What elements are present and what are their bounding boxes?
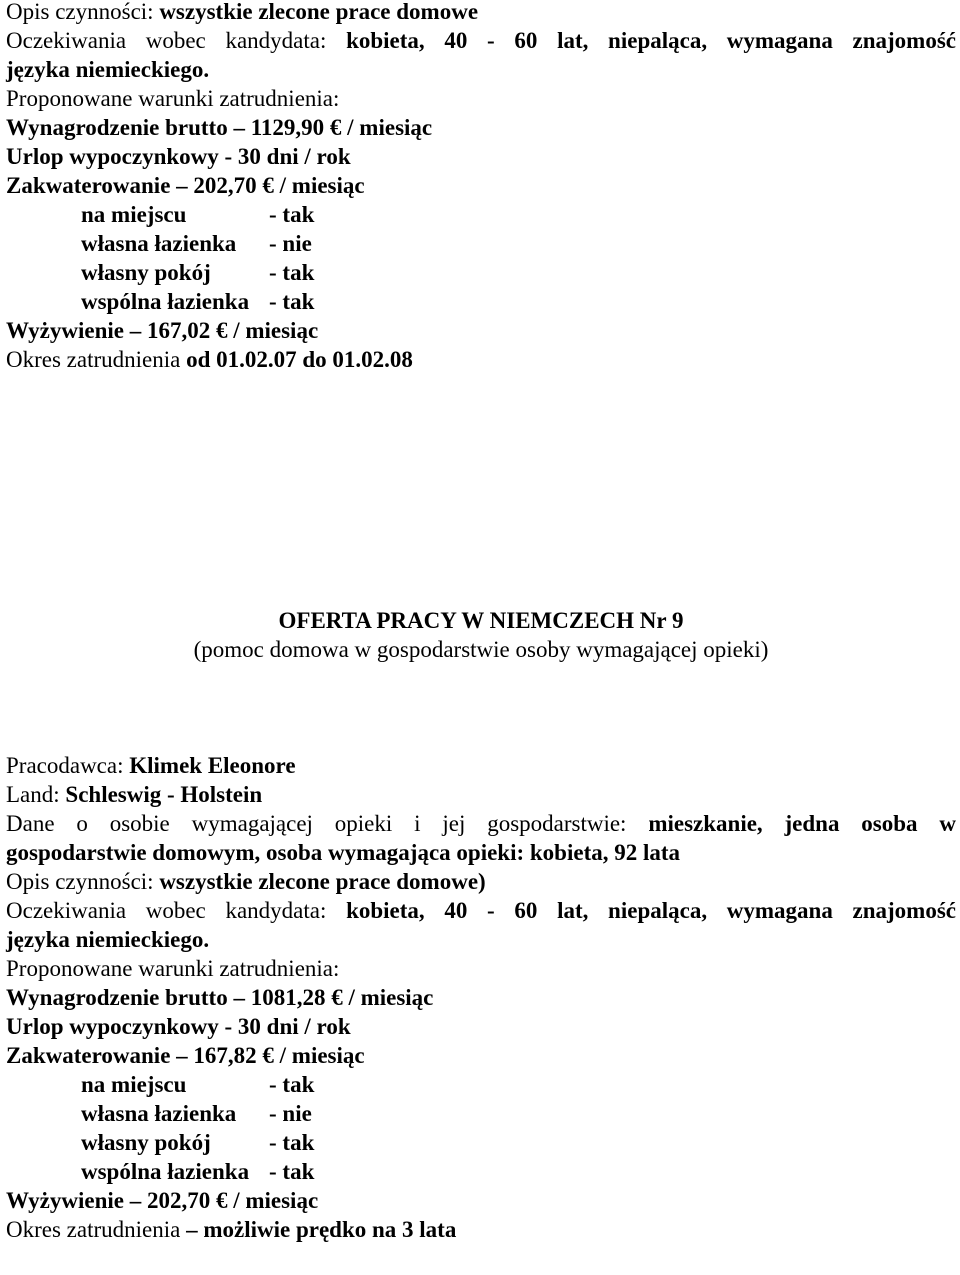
item-value: - tak xyxy=(269,202,315,227)
land-label: Land: xyxy=(6,782,60,807)
oczekiwania-value: kobieta, 40 - 60 lat, niepaląca, wymagana znajomość xyxy=(346,28,957,53)
okres-line xyxy=(6,1215,956,1244)
item-label: własna łazienka xyxy=(81,1101,237,1126)
okres-value: – możliwie prędko na 3 lata xyxy=(186,1217,457,1242)
zakwaterowanie: Zakwaterowanie – 167,82 € / miesiąc xyxy=(6,1043,365,1068)
item-value: - nie xyxy=(269,231,312,256)
oczekiwania-value-cont: języka niemieckiego. xyxy=(6,927,210,952)
item-value: - tak xyxy=(269,1159,315,1184)
zakwaterowanie: Zakwaterowanie – 202,70 € / miesiąc xyxy=(6,173,365,198)
previous-offer-section xyxy=(6,0,956,374)
opis-line xyxy=(6,867,956,896)
item-label: własna łazienka xyxy=(81,231,237,256)
warunki-label: Proponowane warunki zatrudnienia: xyxy=(6,956,340,981)
item-row xyxy=(6,1070,956,1099)
dane-label: Dane o osobie wymagającej opieki i jej gospodarstwie: xyxy=(6,811,627,836)
oczekiwania-line xyxy=(6,26,956,55)
oczekiwania-label: Oczekiwania wobec kandydata: xyxy=(6,898,327,923)
item-value: - nie xyxy=(269,1101,312,1126)
item-row xyxy=(6,200,956,229)
okres-label: Okres zatrudnienia xyxy=(6,1217,181,1242)
oczekiwania-value: kobieta, 40 - 60 lat, niepaląca, wymagana znajomość xyxy=(346,898,957,923)
item-row xyxy=(6,1128,956,1157)
opis-value: wszystkie zlecone prace domowe xyxy=(159,0,479,24)
item-row xyxy=(6,258,956,287)
item-row xyxy=(6,229,956,258)
item-label: na miejscu xyxy=(81,202,187,227)
item-row xyxy=(6,1099,956,1128)
urlop: Urlop wypoczynkowy - 30 dni / rok xyxy=(6,1014,351,1039)
wynagrodzenie: Wynagrodzenie brutto – 1129,90 € / miesiąc xyxy=(6,115,433,140)
opis-value: wszystkie zlecone prace domowe) xyxy=(159,869,486,894)
dane-value-cont: gospodarstwie domowym, osoba wymagająca opieki: kobieta, 92 lata xyxy=(6,840,681,865)
oczekiwania-value-cont: języka niemieckiego. xyxy=(6,57,210,82)
opis-label: Opis czynności: xyxy=(6,0,154,24)
item-label: wspólna łazienka xyxy=(81,1159,250,1184)
okres-label: Okres zatrudnienia xyxy=(6,347,181,372)
item-value: - tak xyxy=(269,1130,315,1155)
item-value: - tak xyxy=(269,289,315,314)
opis-label: Opis czynności: xyxy=(6,869,154,894)
item-row xyxy=(6,1157,956,1186)
item-label: na miejscu xyxy=(81,1072,187,1097)
item-label: własny pokój xyxy=(81,1130,211,1155)
dane-value: mieszkanie, jedna osoba w xyxy=(648,811,957,836)
pracodawca-value: Klimek Eleonore xyxy=(129,753,296,778)
okres-value: od 01.02.07 do 01.02.08 xyxy=(186,347,413,372)
wyzywienie: Wyżywienie – 167,02 € / miesiąc xyxy=(6,318,319,343)
document-page xyxy=(6,0,956,1244)
offer-title: OFERTA PRACY W NIEMCZECH Nr 9 xyxy=(278,608,684,633)
land-value: Schleswig - Holstein xyxy=(65,782,263,807)
item-value: - tak xyxy=(269,260,315,285)
warunki-label: Proponowane warunki zatrudnienia: xyxy=(6,86,340,111)
okres-line xyxy=(6,345,956,374)
opis-line xyxy=(6,0,956,26)
pracodawca-line xyxy=(6,751,956,780)
item-row xyxy=(6,287,956,316)
offer-subtitle: (pomoc domowa w gospodarstwie osoby wymagającej opieki) xyxy=(193,637,769,662)
offer-section xyxy=(6,606,956,1244)
item-value: - tak xyxy=(269,1072,315,1097)
land-line xyxy=(6,780,956,809)
oczekiwania-line xyxy=(6,896,956,925)
wyzywienie: Wyżywienie – 202,70 € / miesiąc xyxy=(6,1188,319,1213)
wynagrodzenie: Wynagrodzenie brutto – 1081,28 € / miesiąc xyxy=(6,985,434,1010)
item-label: wspólna łazienka xyxy=(81,289,250,314)
urlop: Urlop wypoczynkowy - 30 dni / rok xyxy=(6,144,351,169)
dane-line xyxy=(6,809,956,838)
pracodawca-label: Pracodawca: xyxy=(6,753,124,778)
oczekiwania-label: Oczekiwania wobec kandydata: xyxy=(6,28,327,53)
item-label: własny pokój xyxy=(81,260,211,285)
